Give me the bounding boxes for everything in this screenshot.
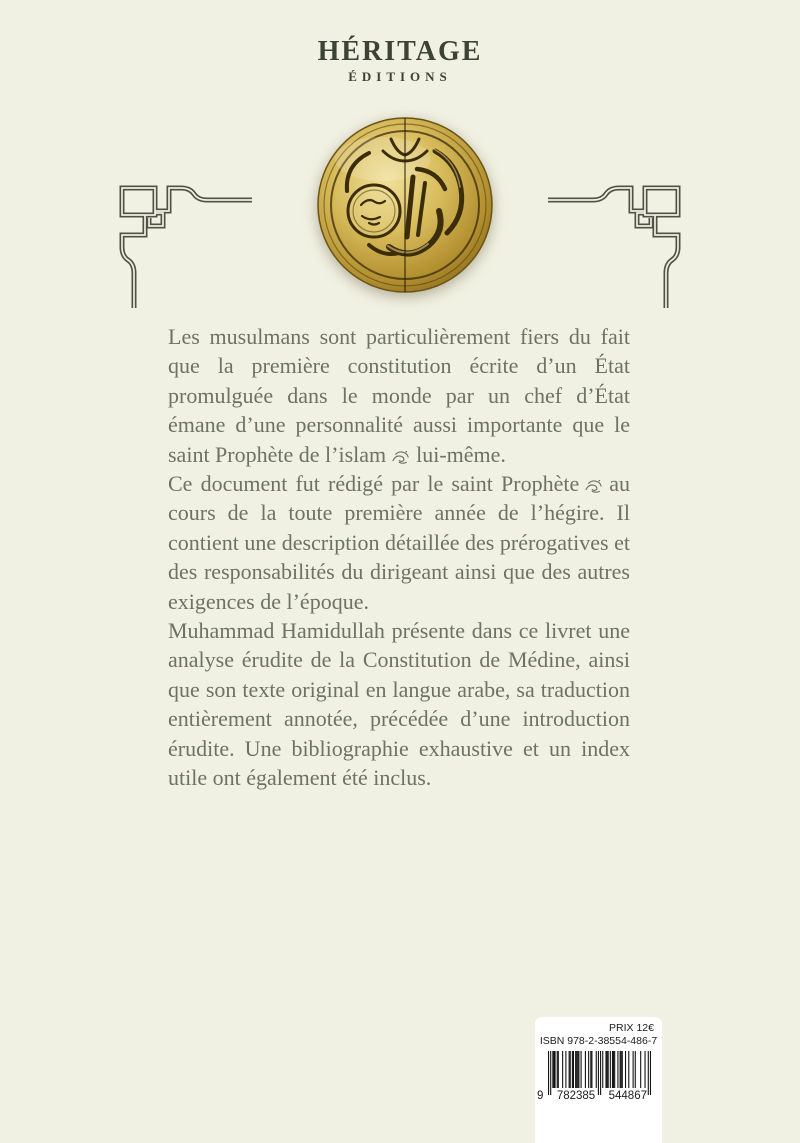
- gold-medallion-icon: [317, 117, 493, 293]
- prophet-salutation-icon: [386, 442, 416, 467]
- ean13-barcode: [548, 1051, 651, 1095]
- publisher-logo: [0, 36, 800, 85]
- ean-digit-group: 9: [537, 1090, 544, 1102]
- barcode-label: [535, 1017, 662, 1143]
- publisher-subtitle: ÉDITIONS: [348, 69, 452, 84]
- publisher-name: HÉRITAGE: [317, 36, 483, 67]
- synopsis-paragraph-2: [168, 469, 630, 616]
- back-cover-text: [168, 322, 630, 793]
- paragraph-text: Les musulmans sont particulièrement fiers du fait que la première constitution écrite d’un État promulguée dans le monde par un chef d’État émane d’une personnalité aussi importante que le saint Prophète de l’islam: [168, 324, 630, 467]
- paragraph-text: Ce document fut rédigé par le saint Prophète: [168, 471, 580, 497]
- corner-ornament-right-icon: [548, 178, 688, 308]
- paragraph-text: au cours de la toute première année de l’hégire. Il contient une description détaillée des prérogatives et des responsabilités du dirigeant ainsi que des autres exigences de l’époque.: [168, 471, 630, 614]
- paragraph-text: lui-même.: [416, 441, 506, 467]
- prophet-salutation-icon: [579, 471, 609, 496]
- ean-digit-group: 544867: [608, 1090, 647, 1102]
- medallion-graphic: [317, 117, 493, 293]
- ean-number: [537, 1090, 647, 1102]
- ean-digit-group: 782385: [556, 1090, 596, 1102]
- synopsis-paragraph-1: [168, 322, 630, 469]
- synopsis-paragraph-3: [168, 616, 630, 792]
- paragraph-text: Muhammad Hamidullah présente dans ce livret une analyse érudite de la Constitution de Médine, ainsi que son texte original en langue arabe, sa traduction entièrement annotée, précédée d’une introduction érudite. Une bibliographie exhaustive et un index utile ont également été inclus.: [168, 618, 630, 791]
- corner-ornament-left-icon: [112, 178, 252, 308]
- isbn-label: ISBN 978-2-38554-486-7: [539, 1035, 658, 1047]
- price-label: PRIX 12€: [609, 1022, 654, 1034]
